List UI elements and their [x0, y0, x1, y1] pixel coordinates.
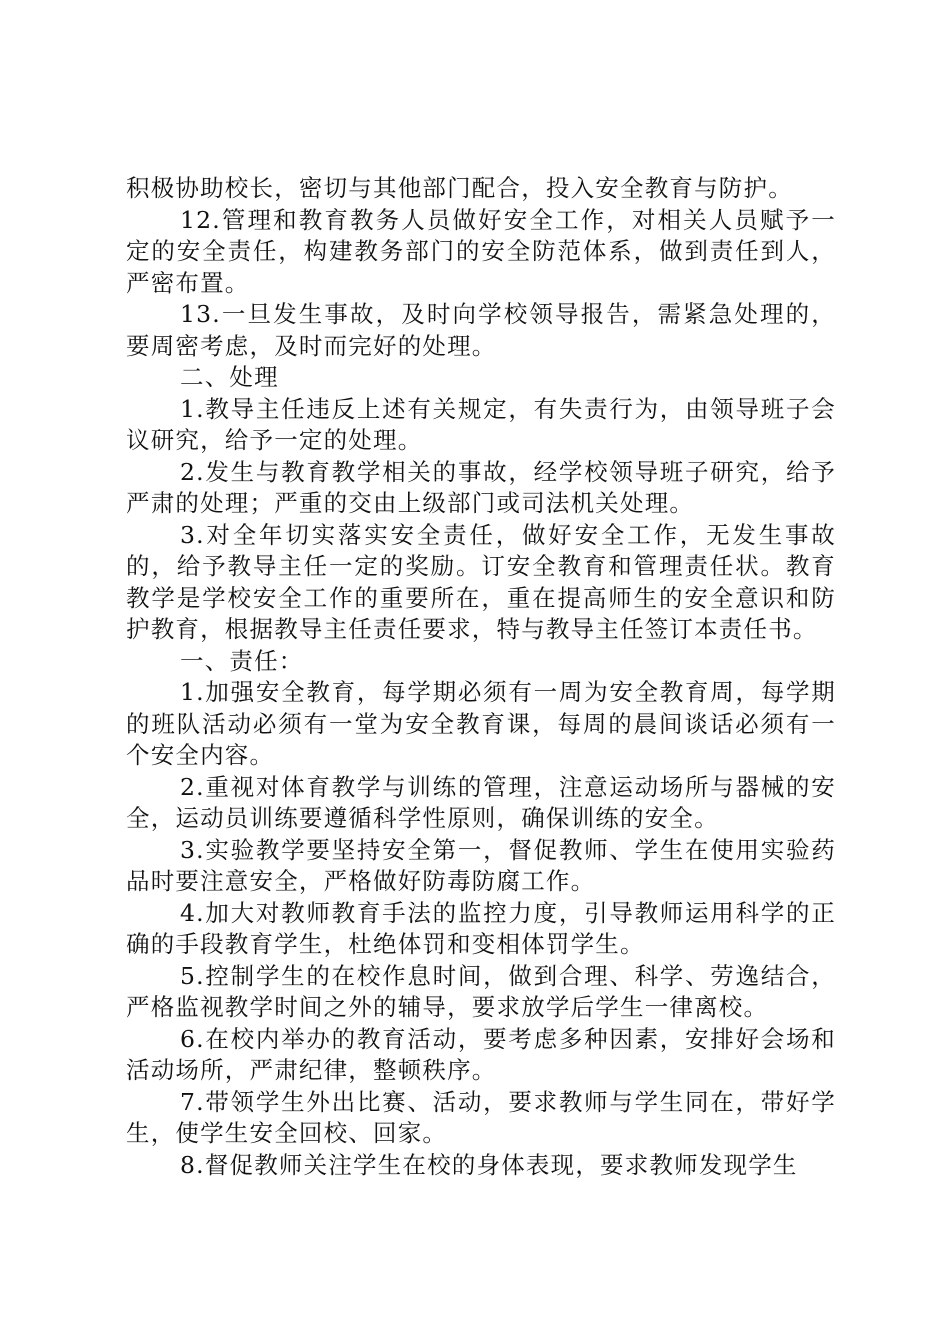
paragraph-handling-2: 2.发生与教育教学相关的事故，经学校领导班子研究，给予严肃的处理；严重的交由上级部门或司法机关处理。: [126, 457, 836, 517]
paragraph-responsibility-2: 2.重视对体育教学与训练的管理，注意运动场所与器械的安全，运动员训练要遵循科学性原则，确保训练的安全。: [126, 772, 836, 832]
section-heading-handling: 二、处理: [180, 363, 279, 391]
paragraph-responsibility-4: 4.加大对教师教育手法的监控力度，引导教师运用科学的正确的手段教育学生，杜绝体罚和变相体罚学生。: [126, 898, 836, 958]
document-body: [126, 173, 836, 1181]
paragraph-responsibility-5: 5.控制学生的在校作息时间，做到合理、科学、劳逸结合，严格监视教学时间之外的辅导，要求放学后学生一律离校。: [126, 961, 836, 1021]
section-heading-responsibility: 一、责任：: [180, 646, 304, 675]
paragraph-responsibility-1: 1.加强安全教育，每学期必须有一周为安全教育周，每学期的班队活动必须有一堂为安全教育课，每周的晨间谈话必须有一个安全内容。: [126, 678, 836, 769]
paragraph-responsibility-7: 7.带领学生外出比赛、活动，要求教师与学生同在，带好学生，使学生安全回校、回家。: [126, 1087, 836, 1147]
paragraph-responsibility-3: 3.实验教学要坚持安全第一，督促教师、学生在使用实验药品时要注意安全，严格做好防毒防腐工作。: [126, 835, 836, 895]
paragraph-continuation: 积极协助校长，密切与其他部门配合，投入安全教育与防护。: [126, 174, 793, 202]
paragraph-handling-3: 3.对全年切实落实安全责任，做好安全工作，无发生事故的，给予教导主任一定的奖励。订安全教育和管理责任状。教育教学是学校安全工作的重要所在，重在提高师生的安全意识和防护教育，根据教导主任责任要求，特与教导主任签订本责任书。: [126, 520, 836, 643]
paragraph-item-12: 12.管理和教育教务人员做好安全工作，对相关人员赋予一定的安全责任，构建教务部门的安全防范体系，做到责任到人，严密布置。: [126, 205, 836, 297]
paragraph-handling-1: 1.教导主任违反上述有关规定，有失责行为，由领导班子会议研究，给予一定的处理。: [126, 394, 836, 454]
paragraph-responsibility-6: 6.在校内举办的教育活动，要考虑多种因素，安排好会场和活动场所，严肃纪律，整顿秩序。: [126, 1024, 836, 1084]
paragraph-responsibility-8: 8.督促教师关注学生在校的身体表现，要求教师发现学生: [180, 1150, 798, 1179]
paragraph-item-13: 13.一旦发生事故，及时向学校领导报告，需紧急处理的，要周密考虑，及时而完好的处理。: [126, 300, 836, 360]
